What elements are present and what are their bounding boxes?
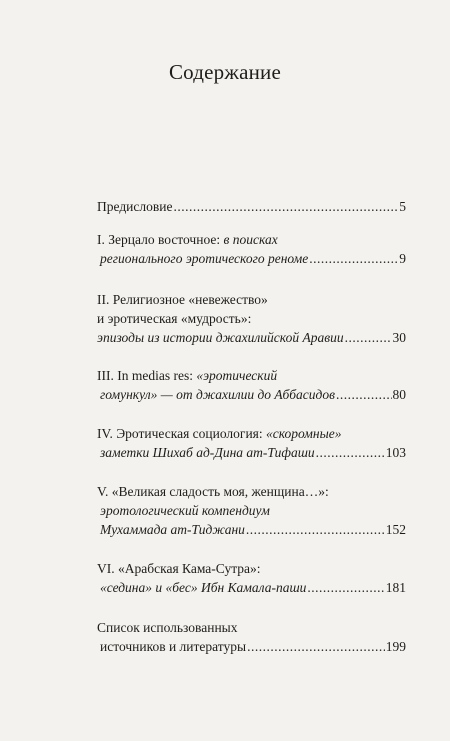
entry-title: V. «Великая сладость моя, женщина…»:: [97, 484, 329, 499]
dot-leader: [246, 520, 385, 539]
entry-title: источников и литературы: [100, 639, 247, 654]
entry-subtitle: эпизоды из истории джахилийской Аравии: [97, 330, 344, 345]
toc-entry-chapter-1[interactable]: [97, 230, 406, 268]
entry-title: III. In medias res:: [97, 368, 197, 383]
entry-title-line: [97, 482, 406, 501]
entry-subtitle: «седина» и «бес» Ибн Камала-паши: [100, 580, 307, 595]
toc-entry-line: [97, 520, 406, 539]
toc-entry-chapter-4[interactable]: [97, 424, 406, 462]
dot-leader: [307, 578, 384, 597]
toc-entry-bibliography[interactable]: [97, 618, 406, 656]
toc-entry-chapter-6[interactable]: [97, 559, 406, 597]
entry-subtitle: гомункул» — от джахилии до Аббасидов: [100, 387, 335, 402]
page-number: 5: [399, 199, 406, 214]
entry-title: Список использованных: [97, 620, 238, 635]
dot-leader: [336, 385, 392, 404]
entry-subtitle: «эротический: [196, 368, 278, 383]
toc-entry-chapter-2[interactable]: [97, 290, 406, 347]
dot-leader: [345, 328, 392, 347]
page-number: 181: [385, 580, 406, 595]
dot-leader: [173, 197, 398, 216]
entry-title-line: [97, 290, 406, 309]
toc-entry-line: [97, 328, 406, 347]
page-number: 80: [392, 387, 406, 402]
page-title: Содержание: [168, 60, 282, 84]
toc-entry-line: [97, 249, 406, 268]
entry-title-line: [97, 501, 406, 520]
page-number: 103: [385, 445, 406, 460]
dot-leader: [247, 637, 385, 656]
table-of-contents: [97, 197, 406, 676]
entry-title-line: [97, 230, 406, 249]
entry-subtitle: регионального эротического реноме: [100, 251, 309, 266]
entry-title: II. Религиозное «невежество»: [97, 292, 268, 307]
page-number: 152: [385, 522, 406, 537]
entry-title: IV. Эротическая социология:: [97, 426, 267, 441]
entry-title-line: [97, 309, 406, 328]
toc-entry-line: [97, 443, 406, 462]
entry-title: VI. «Арабская Кама-Сутра»:: [97, 561, 261, 576]
toc-entry-line: [97, 385, 406, 404]
entry-subtitle: в поисках: [223, 232, 278, 247]
toc-entry-line: [97, 197, 406, 216]
entry-title: I. Зерцало восточное:: [97, 232, 224, 247]
entry-title-line: [97, 424, 406, 443]
toc-entry-preface[interactable]: [97, 197, 406, 216]
dot-leader: [309, 249, 398, 268]
entry-title-line: [97, 618, 406, 637]
entry-title: и эротическая «мудрость»:: [97, 311, 252, 326]
entry-title-line: [97, 366, 406, 385]
entry-subtitle: «скоромные»: [266, 426, 342, 441]
dot-leader: [316, 443, 385, 462]
toc-entry-chapter-3[interactable]: [97, 366, 406, 404]
page-number: 9: [399, 251, 406, 266]
entry-title-line: [97, 559, 406, 578]
page-number: 30: [392, 330, 406, 345]
toc-entry-line: [97, 637, 406, 656]
entry-subtitle: эротологический компендиум: [100, 503, 270, 518]
entry-title: Предисловие: [97, 199, 173, 214]
toc-entry-line: [97, 578, 406, 597]
entry-subtitle: заметки Шихаб ад-Дина ат-Тифаши: [100, 445, 315, 460]
page-number: 199: [385, 639, 406, 654]
toc-entry-chapter-5[interactable]: [97, 482, 406, 539]
entry-subtitle: Мухаммада ат-Тиджани: [100, 522, 245, 537]
